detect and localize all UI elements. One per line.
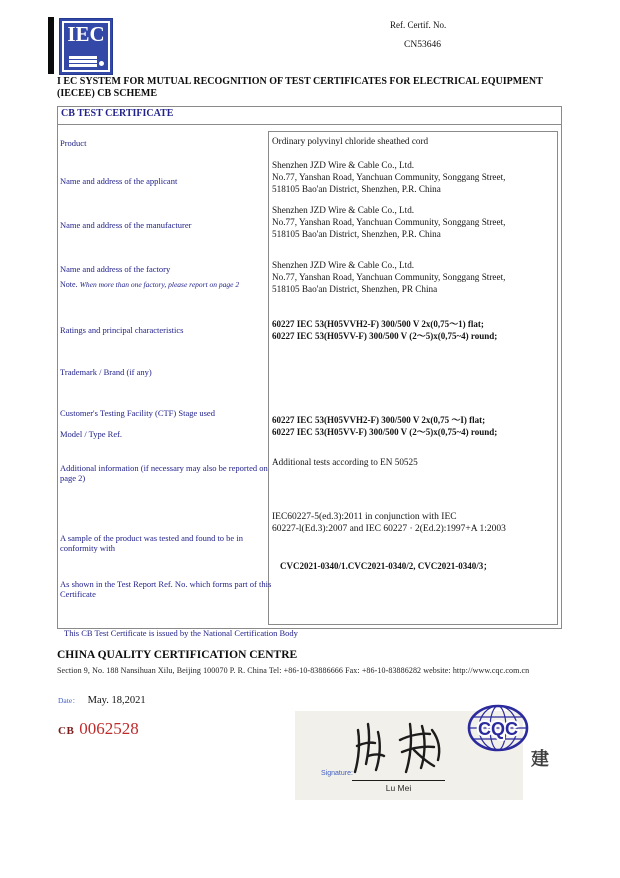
date-value: May. 18,2021	[87, 695, 146, 706]
label-factory-note	[60, 279, 270, 290]
cb-number: 0062528	[79, 719, 139, 738]
value-applicant	[272, 159, 554, 195]
label-trademark: Trademark / Brand (if any)	[60, 367, 152, 377]
value-model-line: 60227 IEC 53(H05VV-F) 300/500 V (2〜5)x(0,75~4) round;	[272, 427, 498, 437]
value-ratings	[272, 318, 554, 342]
value-conformity-line: 60227-l(Ed.3):2007 and IEC 60227 · 2(Ed.2):1997+A 1:2003	[272, 524, 506, 534]
iec-logo	[48, 17, 114, 75]
iec-logo-dot	[99, 61, 104, 66]
value-additional: Additional tests according to EN 50525	[272, 457, 418, 467]
label-product: Product	[60, 138, 87, 148]
signature-handwriting	[348, 718, 460, 778]
org-address: Section 9, No. 188 Nansihuan Xilu, Beijing 100070 P. R. China Tel: +86-10-83886666 Fax: +86-10-83886282 website: http://www.cqc.com.cn	[57, 666, 530, 675]
date-row	[58, 695, 146, 706]
value-manufacturer	[272, 204, 554, 240]
scheme-headline	[57, 76, 577, 99]
value-applicant-line: No.77, Yanshan Road, Yanchuan Community, Songgang Street,	[272, 172, 506, 182]
label-applicant: Name and address of the applicant	[60, 176, 178, 186]
value-model	[272, 414, 554, 438]
org-name: CHINA QUALITY CERTIFICATION CENTRE	[57, 649, 298, 661]
value-factory-line: No.77, Yanshan Road, Yanchuan Community, Songgang Street,	[272, 272, 506, 282]
value-manufacturer-line: No.77, Yanshan Road, Yanchuan Community, Songgang Street,	[272, 217, 506, 227]
ref-certif-label: Ref. Certif. No.	[390, 20, 447, 30]
iec-logo-box	[59, 18, 113, 75]
label-model: Model / Type Ref.	[60, 429, 123, 439]
cb-number-row	[58, 719, 139, 739]
cqc-logo-icon	[466, 702, 530, 754]
value-ratings-line: 60227 IEC 53(H05VVH2-F) 300/500 V 2x(0,75〜1) flat;	[272, 319, 484, 329]
value-applicant-line: Shenzhen JZD Wire & Cable Co., Ltd.	[272, 160, 415, 170]
scheme-headline-line1: I EC SYSTEM FOR MUTUAL RECOGNITION OF TEST CERTIFICATES FOR ELECTRICAL EQUIPMENT	[57, 76, 543, 87]
ref-certif-number: CN53646	[404, 40, 441, 50]
label-ratings: Ratings and principal characteristics	[60, 325, 184, 335]
value-manufacturer-line: 518105 Bao'an District, Shenzhen, P.R. China	[272, 229, 441, 239]
value-manufacturer-line: Shenzhen JZD Wire & Cable Co., Ltd.	[272, 205, 415, 215]
value-ratings-line: 60227 IEC 53(H05VV-F) 300/500 V (2〜5)x(0,75~4) round;	[272, 331, 498, 341]
label-factory: Name and address of the factory	[60, 264, 171, 274]
stamp-character: 建	[531, 749, 549, 769]
value-report: CVC2021-0340/1.CVC2021-0340/2, CVC2021-0340/3；	[280, 561, 493, 571]
value-conformity	[272, 511, 554, 535]
certificate-title: CB TEST CERTIFICATE	[58, 107, 561, 125]
signer-name: Lu Mei	[385, 783, 412, 793]
value-factory-line: 518105 Bao'an District, Shenzhen, PR China	[272, 284, 438, 294]
label-manufacturer: Name and address of the manufacturer	[60, 220, 192, 230]
factory-note-prefix: Note.	[60, 280, 78, 289]
cb-prefix: CB	[58, 725, 75, 737]
signature-label: Signature:	[321, 770, 353, 777]
issued-note: This CB Test Certificate is issued by the National Certification Body	[64, 628, 298, 638]
scheme-headline-line2: (IECEE) CB SCHEME	[57, 87, 158, 99]
value-factory	[272, 259, 554, 295]
label-additional: Additional information (if necessary may also be reported on page 2)	[60, 463, 268, 483]
value-factory-line: Shenzhen JZD Wire & Cable Co., Ltd.	[272, 260, 415, 270]
value-applicant-line: 518105 Bao'an District, Shenzhen, P.R. China	[272, 184, 441, 194]
iec-logo-line	[69, 64, 97, 67]
value-conformity-line: IEC60227-5(ed.3):2011 in conjunction with IEC	[272, 512, 457, 522]
value-product: Ordinary polyvinyl chloride sheathed cord	[272, 136, 429, 146]
iec-logo-line	[69, 56, 97, 59]
label-report: As shown in the Test Report Ref. No. which forms part of this Certificate	[60, 579, 272, 599]
iec-logo-bar	[48, 17, 54, 74]
cqc-logo-text: CQC	[478, 719, 518, 739]
label-sample: A sample of the product was tested and found to be in conformity with	[60, 533, 243, 553]
date-label: Date：	[58, 696, 80, 705]
iec-logo-text: IEC	[67, 22, 105, 46]
factory-note-text: When more than one factory, please report on page 2	[79, 280, 240, 289]
iec-logo-line	[69, 60, 97, 63]
signature-line	[352, 780, 445, 781]
label-ctf: Customer's Testing Facility (CTF) Stage used	[60, 408, 215, 418]
value-model-line: 60227 IEC 53(H05VVH2-F) 300/500 V 2x(0,75 〜I) flat;	[272, 415, 486, 425]
